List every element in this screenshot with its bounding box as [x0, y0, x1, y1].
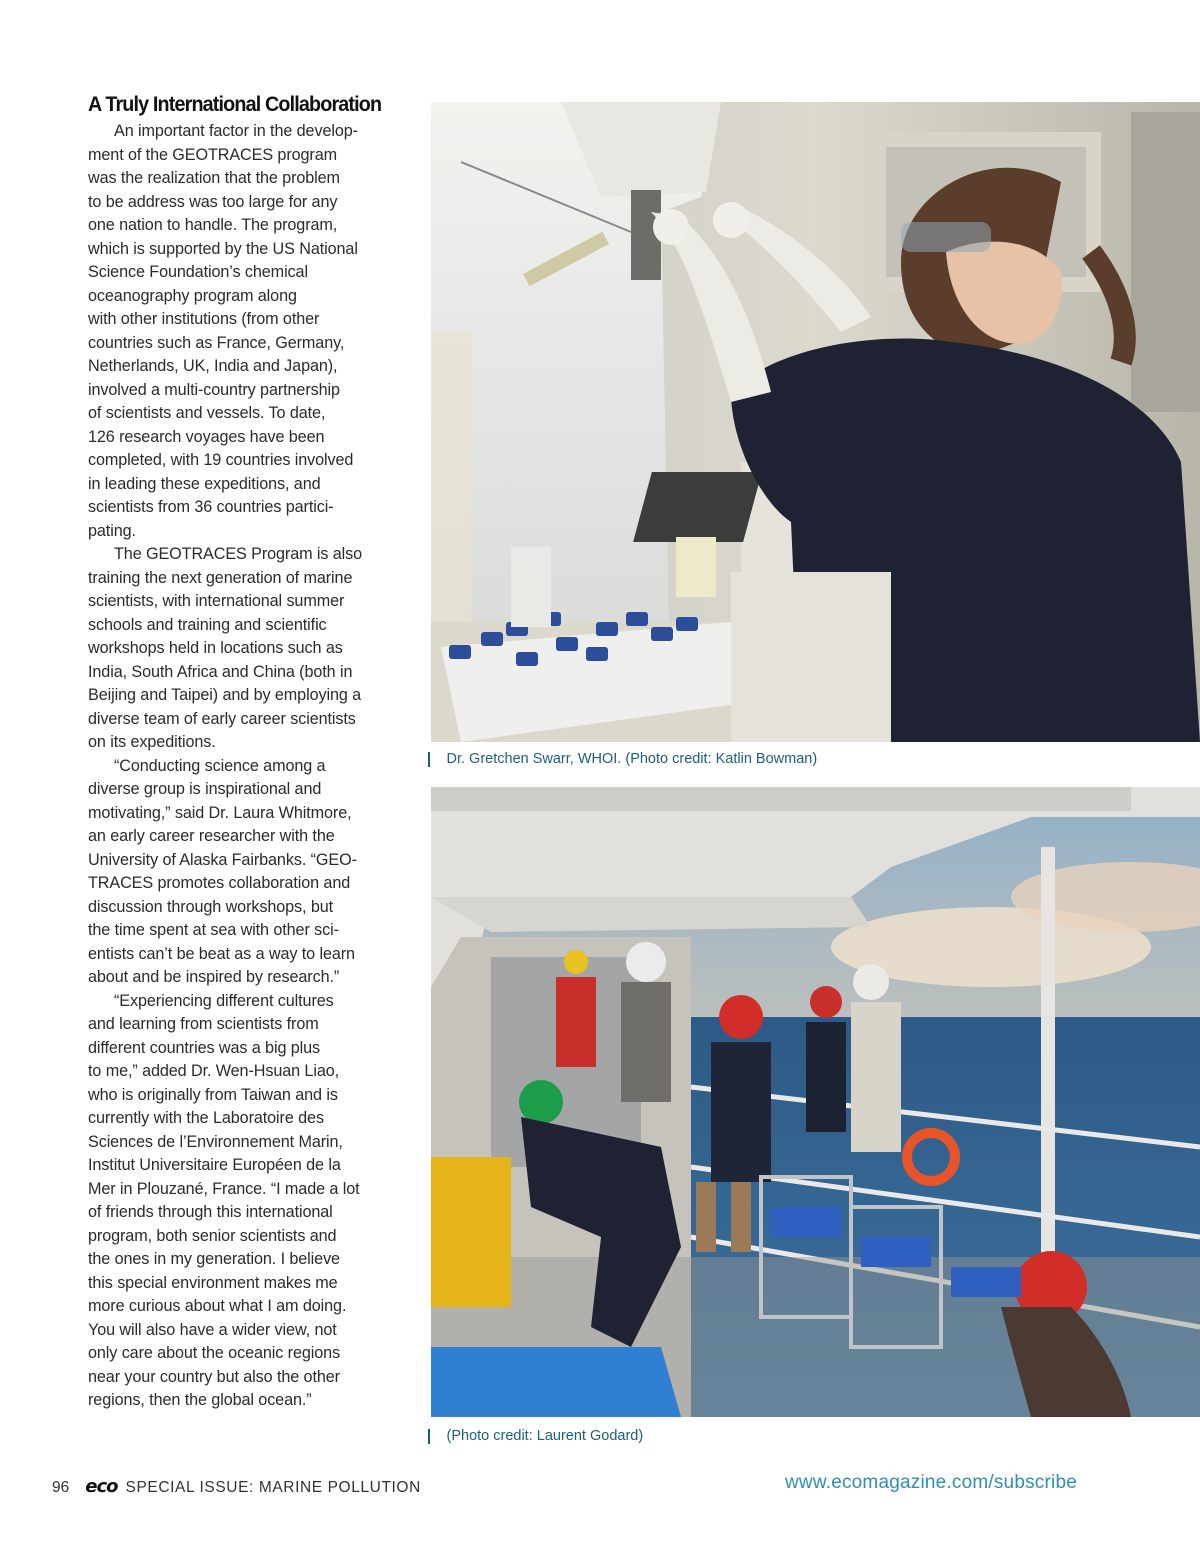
paragraph-line: An important factor in the develop- — [114, 122, 358, 140]
paragraph-line: Science Foundation’s chemical — [88, 263, 308, 281]
issue-title: SPECIAL ISSUE: MARINE POLLUTION — [125, 1479, 421, 1496]
footer-folio — [52, 1476, 421, 1497]
photo2-caption-text: (Photo credit: Laurent Godard) — [446, 1428, 644, 1444]
photo-lab-scientist — [431, 102, 1200, 742]
paragraph-line: an early career researcher with the — [88, 827, 335, 845]
paragraph-line: ment of the GEOTRACES program — [88, 145, 337, 164]
photo2-caption — [428, 1428, 643, 1444]
paragraph-line: training the next generation of marine — [88, 568, 353, 587]
photo1-caption-text: Dr. Gretchen Swarr, WHOI. (Photo credit: Katlin Bowman) — [446, 751, 818, 767]
paragraph-line: oceanography program along — [88, 286, 297, 305]
paragraph-line: one nation to handle. The program, — [88, 216, 338, 234]
paragraph-line: schools and training and scientific — [88, 615, 327, 634]
paragraph-line: which is supported by the US National — [88, 239, 358, 258]
paragraph-line: near your country but also the other — [88, 1367, 340, 1386]
paragraph-line: Netherlands, UK, India and Japan), — [88, 357, 338, 375]
paragraph-line: in leading these expeditions, and — [88, 474, 321, 493]
paragraph-line: different countries was a big plus — [88, 1038, 321, 1057]
paragraph-line: motivating,” said Dr. Laura Whitmore, — [88, 803, 352, 822]
paragraph-line: the ones in my generation. I believe — [88, 1250, 340, 1268]
article-paragraph — [88, 755, 400, 990]
caption-rule — [428, 752, 430, 767]
paragraph-line: discussion through workshops, but — [88, 897, 334, 916]
article-column — [88, 92, 400, 1413]
paragraph-line: to me,” added Dr. Wen-Hsuan Liao, — [88, 1062, 340, 1080]
paragraph-line: who is originally from Taiwan and is — [88, 1085, 338, 1104]
page-number: 96 — [52, 1479, 70, 1496]
paragraph-line: diverse team of early career scientists — [88, 709, 356, 728]
paragraph-line: Institut Universitaire Européen de la — [88, 1156, 341, 1174]
paragraph-line: more curious about what I am doing. — [88, 1297, 347, 1315]
article-paragraph — [88, 543, 400, 755]
paragraph-line: of friends through this international — [88, 1203, 333, 1221]
article-heading: A Truly International Collaboration — [88, 93, 382, 116]
paragraph-line: about and be inspired by research.” — [88, 968, 340, 986]
paragraph-line: currently with the Laboratoire des — [88, 1109, 324, 1127]
photo-ship-deck — [431, 787, 1200, 1417]
paragraph-line: was the realization that the problem — [88, 169, 340, 187]
subscribe-link[interactable]: www.ecomagazine.com/subscribe — [785, 1472, 1077, 1493]
paragraph-line: scientists, with international summer — [88, 592, 345, 610]
paragraph-line: India, South Africa and China (both in — [88, 662, 353, 681]
paragraph-line: University of Alaska Fairbanks. “GEO- — [88, 850, 357, 869]
paragraph-line: pating. — [88, 521, 136, 540]
paragraph-line: only care about the oceanic regions — [88, 1344, 341, 1362]
photo1-caption — [428, 751, 817, 767]
paragraph-line: entists can’t be beat as a way to learn — [88, 944, 355, 963]
paragraph-line: “Experiencing different cultures — [114, 991, 334, 1010]
article-body — [88, 120, 400, 1413]
paragraph-line: completed, with 19 countries involved — [88, 451, 354, 469]
paragraph-line: the time spent at sea with other sci- — [88, 921, 339, 939]
paragraph-line: You will also have a wider view, not — [88, 1320, 337, 1339]
paragraph-line: “Conducting science among a — [114, 756, 326, 775]
paragraph-line: to be address was too large for any — [88, 192, 338, 211]
paragraph-line: diverse group is inspirational and — [88, 780, 322, 798]
paragraph-line: Sciences de l’Environnement Marin, — [88, 1132, 343, 1151]
paragraph-line: workshops held in locations such as — [88, 639, 343, 657]
paragraph-line: Beijing and Taipei) and by employing a — [88, 686, 362, 704]
paragraph-line: countries such as France, Germany, — [88, 333, 345, 352]
paragraph-line: regions, then the global ocean.” — [88, 1391, 312, 1409]
paragraph-line: of scientists and vessels. To date, — [88, 404, 326, 422]
article-paragraph — [88, 120, 400, 543]
paragraph-line: The GEOTRACES Program is also — [114, 545, 363, 563]
paragraph-line: on its expeditions. — [88, 733, 216, 751]
paragraph-line: scientists from 36 countries partici- — [88, 498, 334, 516]
paragraph-line: and learning from scientists from — [88, 1015, 319, 1033]
paragraph-line: this special environment makes me — [88, 1273, 338, 1292]
paragraph-line: with other institutions (from other — [88, 310, 320, 328]
paragraph-line: program, both senior scientists and — [88, 1226, 337, 1245]
paragraph-line: involved a multi-country partnership — [88, 380, 340, 399]
eco-logo: eco — [85, 1476, 118, 1497]
paragraph-line: Mer in Plouzané, France. “I made a lot — [88, 1179, 360, 1198]
caption-rule — [428, 1429, 430, 1444]
paragraph-line: 126 research voyages have been — [88, 427, 325, 446]
paragraph-line: TRACES promotes collaboration and — [88, 874, 351, 892]
article-paragraph — [88, 990, 400, 1413]
